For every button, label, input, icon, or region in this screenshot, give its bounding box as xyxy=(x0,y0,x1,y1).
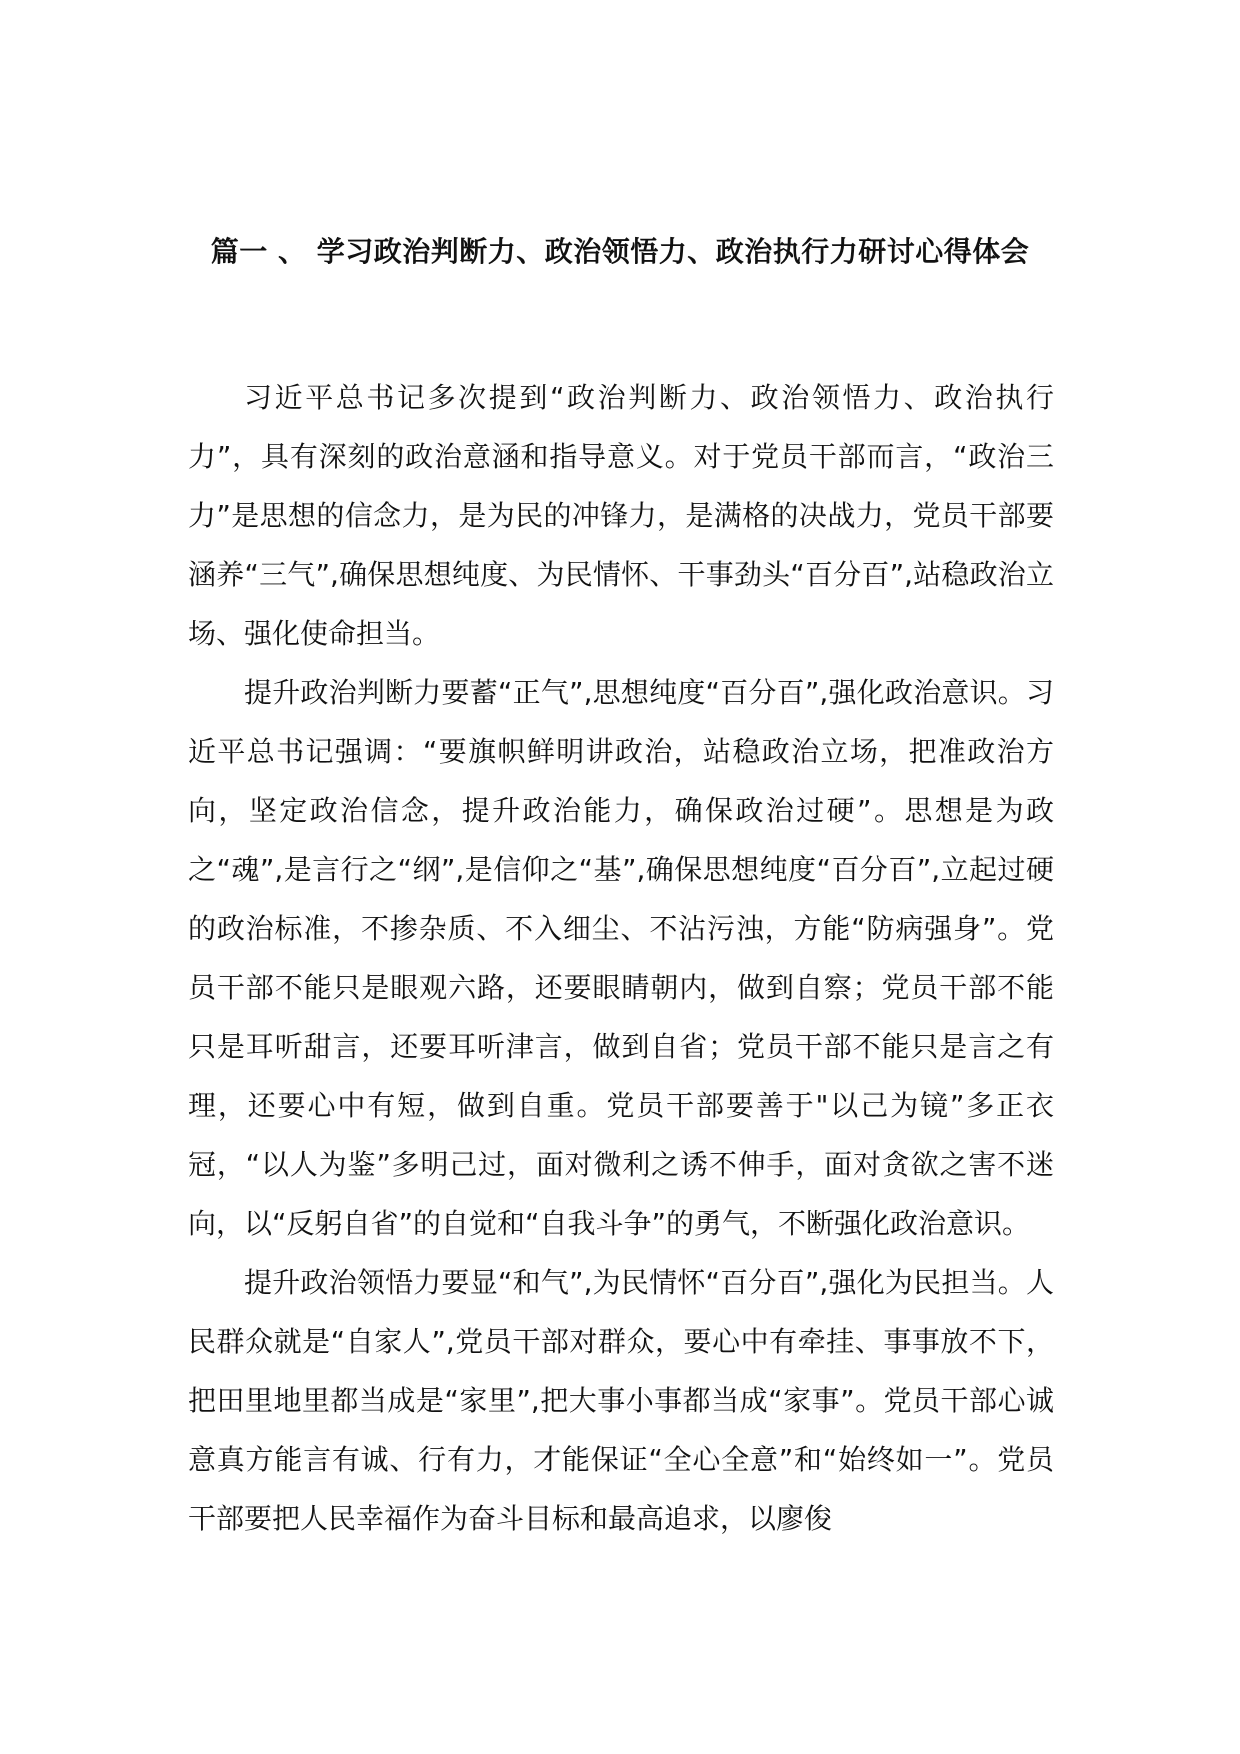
paragraph-2: 提升政治判断力要蓄“正气”,思想纯度“百分百”,强化政治意识。习近平总书记强调：“要旗帜鲜明讲政治，站稳政治立场，把准政治方向，坚定政治信念，提升政治能力，确保政治过硬”。思想是为政之“魂”,是言行之“纲”,是信仰之“基”,确保思想纯度“百分百”,立起过硬的政治标准，不掺杂质、不入细尘、不沾污浊，方能“防病强身”。党员干部不能只是眼观六路，还要眼睛朝内，做到自察；党员干部不能只是耳听甜言，还要耳听津言，做到自省；党员干部不能只是言之有理，还要心中有短，做到自重。党员干部要善于"以己为镜”多正衣冠，“以人为鉴”多明己过，面对微利之诱不伸手，面对贪欲之害不迷向，以“反躬自省”的自觉和“自我斗争”的勇气，不断强化政治意识。 xyxy=(188,676,1054,1240)
paragraph-3: 提升政治领悟力要显“和气”,为民情怀“百分百”,强化为民担当。人民群众就是“自家人”,党员干部对群众，要心中有牵挂、事事放不下，把田里地里都当成是“家里”,把大事小事都当成“家事”。党员干部心诚意真方能言有诚、行有力，才能保证“全心全意”和“始终如一”。党员干部要把人民幸福作为奋斗目标和最高追求，以廖俊 xyxy=(188,1266,1054,1535)
paragraph-1: 习近平总书记多次提到“政治判断力、政治领悟力、政治执行力”，具有深刻的政治意涵和指导意义。对于党员干部而言，“政治三力”是思想的信念力，是为民的冲锋力，是满格的决战力，党员干部要涵养“三气”,确保思想纯度、为民情怀、干事劲头“百分百”,站稳政治立场、强化使命担当。 xyxy=(188,381,1054,650)
document-body xyxy=(188,368,1054,1548)
document-title: 篇一 、 学习政治判断力、政治领悟力、政治执行力研讨心得体会 xyxy=(210,235,1030,268)
